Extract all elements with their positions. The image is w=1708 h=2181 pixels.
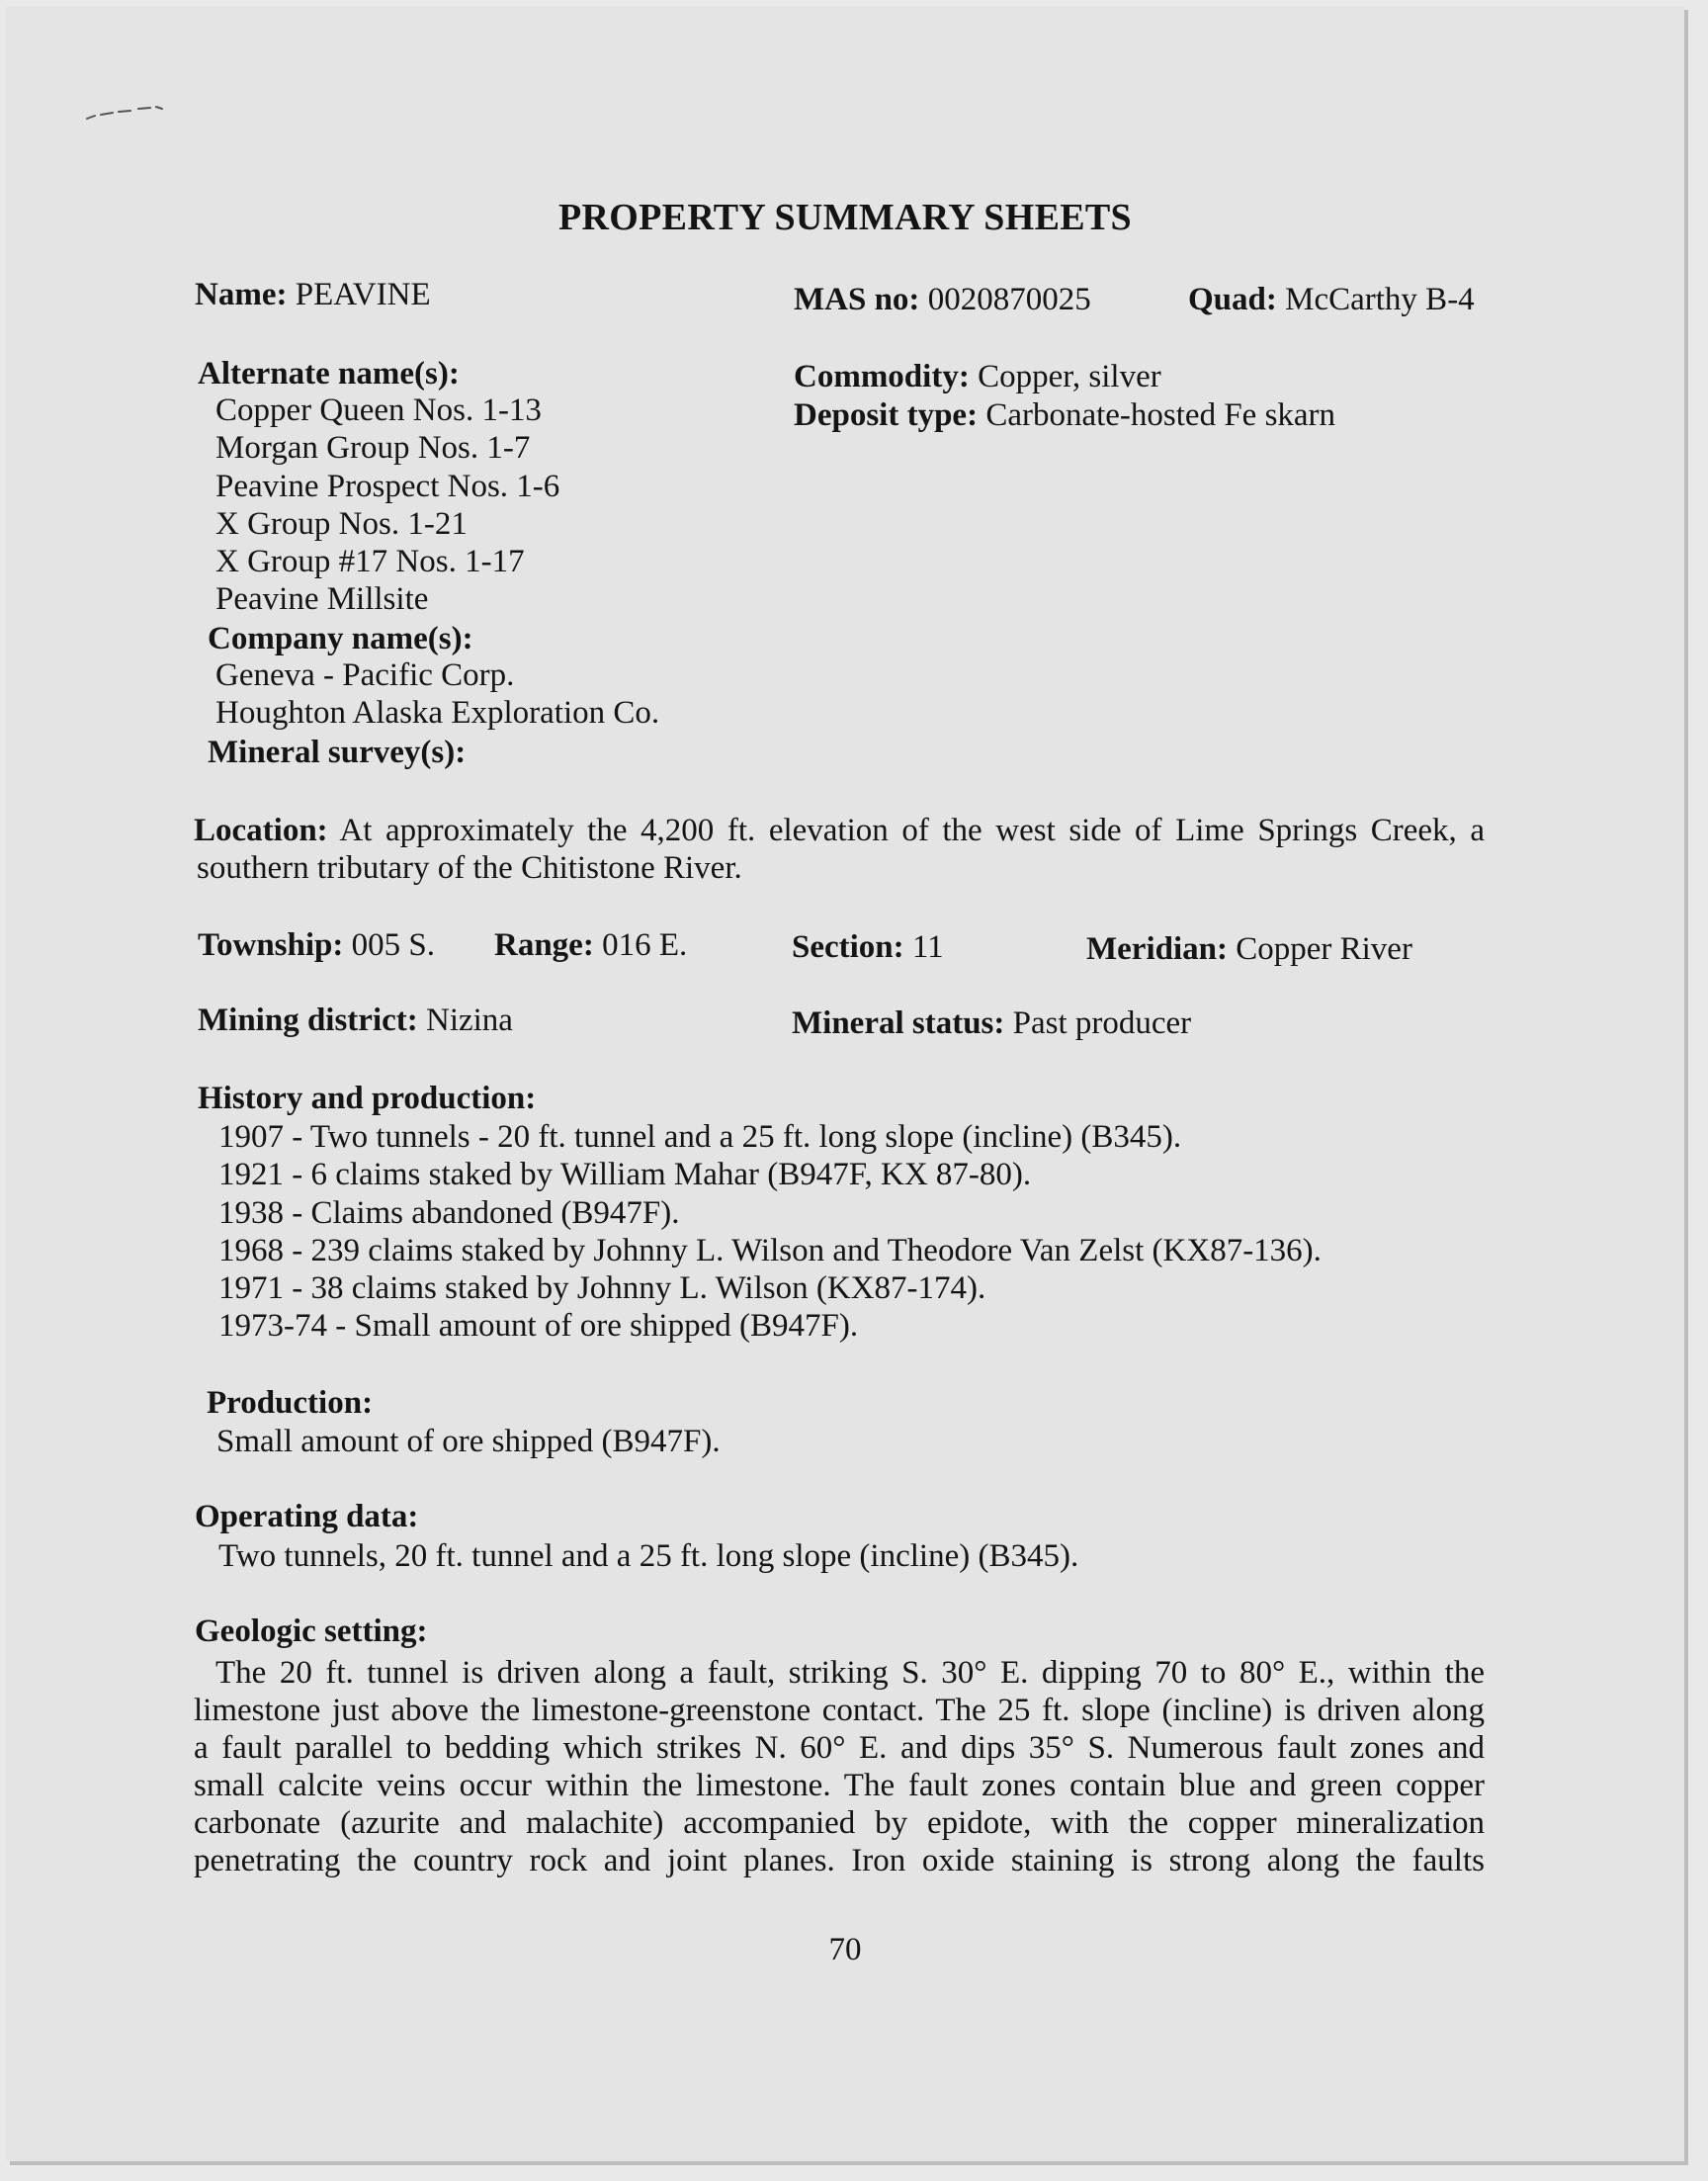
quad-label: Quad:: [1188, 282, 1277, 317]
list-item: Geneva - Pacific Corp.: [215, 657, 515, 693]
section-label: Section:: [792, 929, 904, 965]
mineral-status-value: Past producer: [1012, 1005, 1192, 1041]
geologic-line: The 20 ft. tunnel is driven along a fault, striking S. 30° E. dipping 70 to 80° E., within the: [215, 1655, 1485, 1691]
name-label: Name:: [195, 277, 288, 312]
location-line-1: [194, 812, 1485, 849]
meridian-value: Copper River: [1236, 931, 1412, 967]
quad-row: [1188, 281, 1475, 318]
range-value: 016 E.: [602, 927, 688, 963]
commodity-label: Commodity:: [794, 359, 970, 394]
range-row: [494, 926, 687, 964]
meridian-label: Meridian:: [1086, 931, 1228, 967]
township-value: 005 S.: [351, 927, 435, 963]
production-label: Production:: [207, 1385, 374, 1421]
mineral-status-label: Mineral status:: [792, 1005, 1005, 1041]
list-item: X Group Nos. 1-21: [215, 505, 468, 542]
meridian-row: [1086, 930, 1412, 968]
location-label: Location:: [194, 813, 328, 848]
list-item: Morgan Group Nos. 1-7: [215, 430, 531, 467]
section-row: [792, 928, 944, 966]
page-number: 70: [828, 1932, 862, 1967]
location-text-1: At approximately the 4,200 ft. elevation of the west side of Lime Springs Creek, a: [339, 813, 1485, 848]
township-label: Township:: [198, 927, 344, 963]
name-value: PEAVINE: [295, 277, 431, 312]
quad-value: McCarthy B-4: [1285, 282, 1475, 317]
company-names-label: Company name(s):: [208, 621, 473, 656]
commodity-row: [794, 358, 1161, 395]
list-item: Peavine Prospect Nos. 1-6: [215, 468, 560, 504]
deposit-value: Carbonate-hosted Fe skarn: [985, 397, 1336, 433]
mineral-status-row: [792, 1004, 1191, 1042]
list-item: 1907 - Two tunnels - 20 ft. tunnel and a 25 ft. long slope (incline) (B345).: [218, 1119, 1182, 1155]
deposit-row: [794, 396, 1335, 434]
mas-value: 0020870025: [927, 282, 1091, 317]
list-item: Copper Queen Nos. 1-13: [215, 393, 542, 428]
alternate-names-label: Alternate name(s):: [198, 356, 460, 392]
company-names-list: [215, 656, 659, 733]
list-item: X Group #17 Nos. 1-17: [215, 544, 525, 580]
name-row: [195, 276, 431, 313]
deposit-label: Deposit type:: [794, 397, 979, 433]
location-line-2: southern tributary of the Chitistone River.: [197, 850, 742, 886]
geologic-line: penetrating the country rock and joint planes. Iron oxide staining is strong along the faults: [194, 1843, 1485, 1878]
mining-district-row: [198, 1002, 513, 1039]
document-page: [6, 6, 1684, 2161]
township-row: [198, 926, 435, 964]
geologic-setting-label: Geologic setting:: [195, 1614, 428, 1649]
scan-smudge-mark: [83, 103, 182, 125]
mas-label: MAS no:: [794, 282, 920, 317]
geologic-line: limestone just above the limestone-greenstone contact. The 25 ft. slope (incline) is driven along: [194, 1693, 1485, 1728]
list-item: 1938 - Claims abandoned (B947F).: [218, 1194, 680, 1231]
geologic-line: a fault parallel to bedding which strikes N. 60° E. and dips 35° S. Numerous fault zones and: [194, 1730, 1485, 1766]
mining-district-value: Nizina: [425, 1003, 513, 1038]
range-label: Range:: [494, 927, 594, 963]
list-item: Houghton Alaska Exploration Co.: [215, 695, 660, 732]
list-item: Peavine Millsite: [215, 581, 429, 618]
mineral-survey-label: Mineral survey(s):: [208, 735, 467, 770]
geologic-line: carbonate (azurite and malachite) accompanied by epidote, with the copper mineralization: [194, 1805, 1485, 1841]
page-title: PROPERTY SUMMARY SHEETS: [558, 197, 1132, 238]
commodity-value: Copper, silver: [978, 359, 1161, 394]
geologic-line: small calcite veins occur within the limestone. The fault zones contain blue and green copper: [194, 1768, 1485, 1803]
list-item: 1921 - 6 claims staked by William Mahar (B947F, KX 87-80).: [218, 1157, 1032, 1193]
mining-district-label: Mining district:: [198, 1003, 418, 1038]
operating-data-label: Operating data:: [195, 1499, 419, 1534]
history-list: [218, 1118, 1322, 1346]
list-item: 1968 - 239 claims staked by Johnny L. Wilson and Theodore Van Zelst (KX87-136).: [218, 1232, 1322, 1268]
list-item: 1971 - 38 claims staked by Johnny L. Wilson (KX87-174).: [218, 1270, 986, 1307]
production-value: Small amount of ore shipped (B947F).: [216, 1424, 721, 1459]
mas-row: [794, 281, 1091, 318]
alternate-names-list: [215, 392, 559, 619]
operating-data-value: Two tunnels, 20 ft. tunnel and a 25 ft. long slope (incline) (B345).: [218, 1538, 1079, 1574]
section-value: 11: [911, 929, 944, 965]
history-label: History and production:: [198, 1081, 537, 1116]
list-item: 1973-74 - Small amount of ore shipped (B947F).: [218, 1308, 859, 1345]
